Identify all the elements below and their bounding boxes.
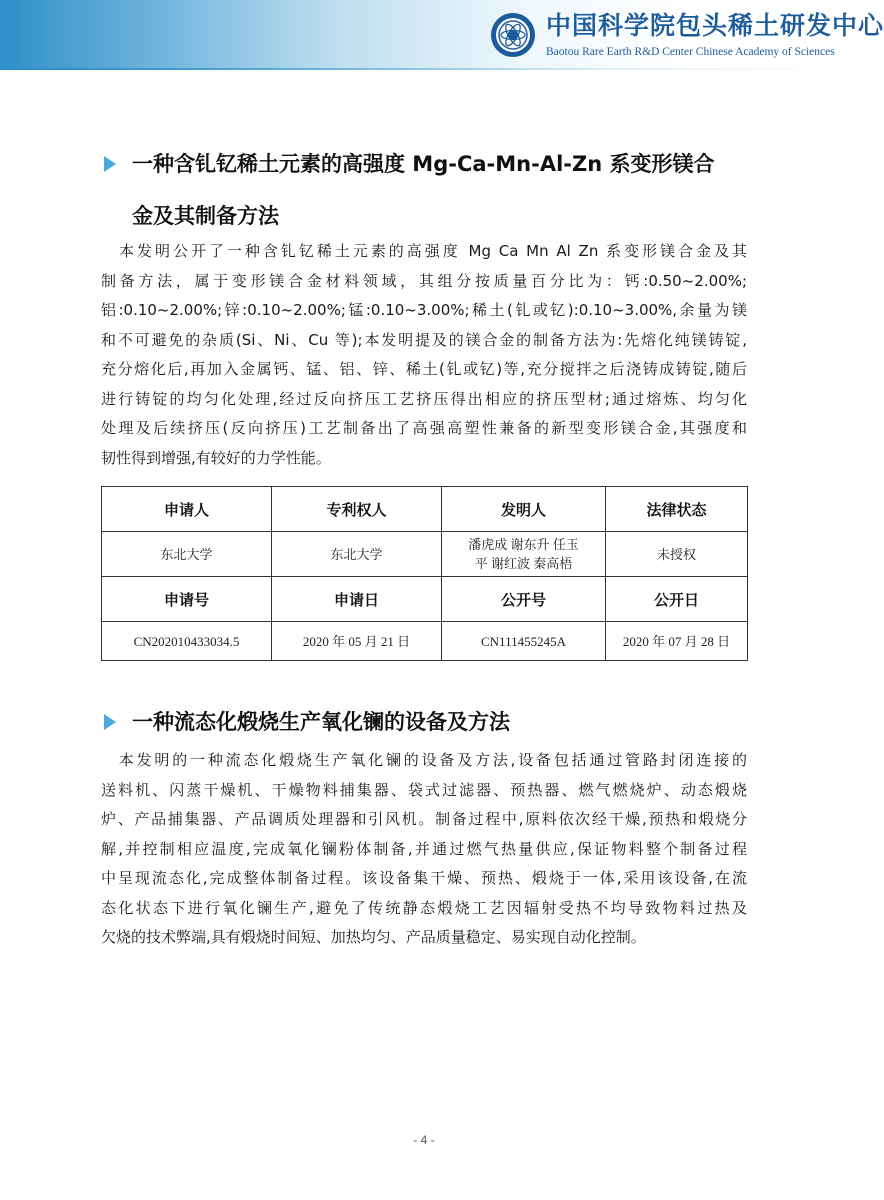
paragraph-line: 中呈现流态化,完成整体制备过程。该设备集干燥、预热、煅烧于一体,采用该设备,在流: [101, 869, 747, 887]
header-application-number: 申请号: [102, 577, 272, 622]
paragraph-line: 本发明公开了一种含钆钇稀土元素的高强度 Mg Ca Mn Al Zn 系变形镁合金及其: [101, 242, 747, 260]
paragraph-line: 制备方法，属于变形镁合金材料领域，其组分按质量百分比为：钙:0.50~2.00%;: [101, 271, 747, 290]
table-header-row: [102, 487, 748, 532]
header-patentee: 专利权人: [272, 487, 442, 532]
paragraph-line: 送料机、闪蒸干燥机、干燥物料捕集器、袋式过滤器、预热器、燃气燃烧炉、动态煅烧: [101, 780, 747, 799]
inventor-value-line-2: 平 谢红波 秦高梧: [474, 556, 573, 571]
triangle-bullet-icon: [104, 156, 116, 172]
table-row: [102, 532, 748, 577]
header-application-date: 申请日: [272, 577, 442, 622]
inventor-value: [442, 532, 606, 577]
paragraph-line: 处理及后续挤压(反向挤压)工艺制备出了高强高塑性兼备的新型变形镁合金,其强度和: [101, 419, 747, 437]
applicant-value: 东北大学: [102, 532, 272, 577]
header-applicant: 申请人: [102, 487, 272, 532]
paragraph-line: 充分熔化后,再加入金属钙、锰、铝、锌、稀土(钆或钇)等,充分搅拌之后浇铸成铸锭,随后: [101, 360, 747, 378]
publication-number-value: CN111455245A: [442, 622, 606, 661]
application-number-value: CN202010433034.5: [102, 622, 272, 661]
section-1-title-line-1: 一种含钆钇稀土元素的高强度 Mg-Ca-Mn-Al-Zn 系变形镁合: [132, 152, 715, 176]
header-banner: [0, 0, 884, 70]
inventor-value-line-1: 潘虎成 谢东升 任玉: [468, 537, 579, 552]
legal-status-value: 未授权: [606, 532, 748, 577]
paragraph-line: 韧性得到增强,有较好的力学性能。: [101, 448, 331, 467]
header-publication-number: 公开号: [442, 577, 606, 622]
section-1-paragraph: [101, 237, 747, 473]
publication-date-value: 2020 年 07 月 28 日: [606, 622, 748, 661]
patentee-value: 东北大学: [272, 532, 442, 577]
header-inventor: 发明人: [442, 487, 606, 532]
paragraph-line: 炉、产品捕集器、产品调质处理器和引风机。制备过程中,原料依次经干燥,预热和煅烧分: [101, 810, 747, 828]
cas-logo-icon: [490, 12, 536, 58]
table-header-row: [102, 577, 748, 622]
org-name-cn: 中国科学院包头稀土研发中心: [546, 11, 884, 40]
patent-info-table: [101, 486, 748, 661]
header-publication-date: 公开日: [606, 577, 748, 622]
table-row: [102, 622, 748, 661]
paragraph-line: 进行铸锭的均匀化处理,经过反向挤压工艺挤压得出相应的挤压型材;通过熔炼、均匀化: [101, 389, 747, 408]
page-number: - 4 -: [413, 1133, 435, 1147]
application-date-value: 2020 年 05 月 21 日: [272, 622, 442, 661]
section-2-title: 一种流态化煅烧生产氧化镧的设备及方法: [132, 710, 510, 734]
paragraph-line: 态化状态下进行氧化镧生产,避免了传统静态煅烧工艺因辐射受热不均导致物料过热及: [101, 898, 747, 917]
triangle-bullet-icon: [104, 714, 116, 730]
paragraph-line: 本发明的一种流态化煅烧生产氧化镧的设备及方法,设备包括通过管路封闭连接的: [101, 751, 747, 769]
section-1-title-line-2: 金及其制备方法: [132, 204, 279, 228]
header-legal-status: 法律状态: [606, 487, 748, 532]
section-2-paragraph: [101, 746, 747, 953]
org-name-en: Baotou Rare Earth R&D Center Chinese Academy of Sciences: [546, 46, 835, 58]
paragraph-line: 解,并控制相应温度,完成氧化镧粉体制备,并通过燃气热量供应,保证物料整个制备过程: [101, 839, 747, 858]
paragraph-line: 欠烧的技术弊端,具有煅烧时间短、加热均匀、产品质量稳定、易实现自动化控制。: [101, 928, 646, 946]
paragraph-line: 铝:0.10~2.00%;锌:0.10~2.00%;锰:0.10~3.00%;稀土(钆或钇):0.10~3.00%,余量为镁: [101, 301, 747, 319]
paragraph-line: 和不可避免的杂质(Si、Ni、Cu 等);本发明提及的镁合金的制备方法为:先熔化纯镁铸锭,: [101, 330, 747, 349]
